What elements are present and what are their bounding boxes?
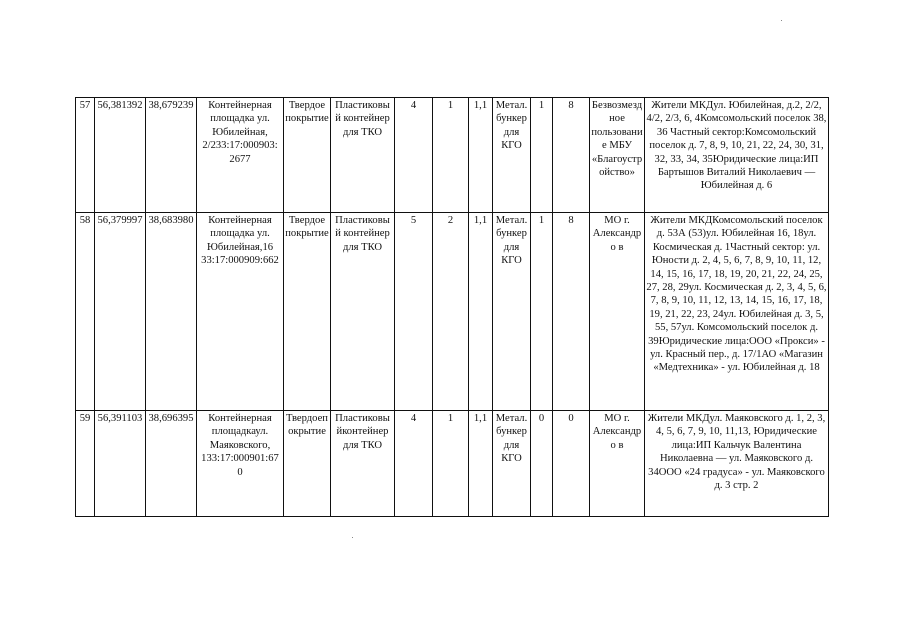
volume-cell: 8 [553,213,590,411]
latitude-cell: 56,391103 [95,411,146,517]
table-row [76,411,829,517]
volume-cell: 1,1 [469,98,493,213]
count-cell: 1 [531,98,553,213]
count-cell: 1 [433,98,469,213]
volume-cell: 1,1 [469,411,493,517]
owner-cell: МО г. Александро в [590,411,645,517]
scan-speck [781,20,782,21]
count-cell: 5 [395,213,433,411]
container-type-cell: Пластиковы й контейнер для ТКО [331,213,395,411]
waste-sources-cell: Жители МКДул. Юбилейная, д.2, 2/2, 4/2, 2/3, 6, 4Комсомольский поселок 38, 36 Частный сектор:Комсомольский поселок д. 7, 8, 9, 10, 21, 22, 24, 30, 31, 32, 33, 34, 35Юридические лица:ИП Бартышов Виталий Николаевич — Юбилейная д. 6 [645,98,829,213]
bunker-type-cell: Метал. бункер для КГО [493,213,531,411]
latitude-cell: 56,381392 [95,98,146,213]
count-cell: 2 [433,213,469,411]
bunker-type-cell: Метал. бункер для КГО [493,98,531,213]
surface-type-cell: Твердое покрытие [284,98,331,213]
owner-cell: МО г. Александро в [590,213,645,411]
table-row [76,98,829,213]
container-type-cell: Пластиковы йконтейнер для ТКО [331,411,395,517]
site-address-cell: Контейнерная площадкаул. Маяковского, 133:17:000901:67 0 [197,411,284,517]
longitude-cell: 38,696395 [146,411,197,517]
waste-sources-cell: Жители МКДул. Маяковского д. 1, 2, 3, 4, 5, 6, 7, 9, 10, 11,13, Юридические лица:ИП Кальчук Валентина Николаевна — ул. Маяковского д. 34ООО «24 градуса» - ул. Маяковского д. 3 стр. 2 [645,411,829,517]
count-cell: 1 [531,213,553,411]
volume-cell: 1,1 [469,213,493,411]
row-number: 58 [76,213,95,411]
waste-sources-cell: Жители МКДКомсомольский поселок д. 53А (53)ул. Юбилейная 16, 18ул. Космическая д. 1Частный сектор: ул. Юности д. 2, 4, 5, 6, 7, 8, 9, 10, 11, 12, 14, 15, 16, 17, 18, 19, 20, 21, 22, 24, 25, 27, 28, 29ул. Космическая д. 2, 3, 4, 5, 6, 7, 8, 9, 10, 11, 12, 13, 14, 15, 16, 17, 18, 19, 21, 22, 23, 24ул. Юбилейная д. 3, 5, 55, 57ул. Комсомольский поселок д. 39Юридические лица:ООО «Прокси» - ул. Красный пер., д. 17/1АО «Магазин «Медтехника» - ул. Юбилейная д. 18 [645,213,829,411]
count-cell: 4 [395,98,433,213]
longitude-cell: 38,683980 [146,213,197,411]
surface-type-cell: Твердое покрытие [284,213,331,411]
row-number: 59 [76,411,95,517]
longitude-cell: 38,679239 [146,98,197,213]
site-address-cell: Контейнерная площадка ул. Юбилейная,16 33:17:000909:662 [197,213,284,411]
row-number: 57 [76,98,95,213]
container-type-cell: Пластиковы й контейнер для ТКО [331,98,395,213]
scan-speck [352,537,353,538]
surface-type-cell: Твердоеп окрытие [284,411,331,517]
count-cell: 1 [433,411,469,517]
container-sites-table [75,97,829,517]
owner-cell: Безвозмездное пользовани е МБУ «Благоустр ойство» [590,98,645,213]
site-address-cell: Контейнерная площадка ул. Юбилейная, 2/233:17:000903: 2677 [197,98,284,213]
volume-cell: 0 [553,411,590,517]
table-row [76,213,829,411]
volume-cell: 8 [553,98,590,213]
count-cell: 4 [395,411,433,517]
latitude-cell: 56,379997 [95,213,146,411]
count-cell: 0 [531,411,553,517]
bunker-type-cell: Метал. бункер для КГО [493,411,531,517]
